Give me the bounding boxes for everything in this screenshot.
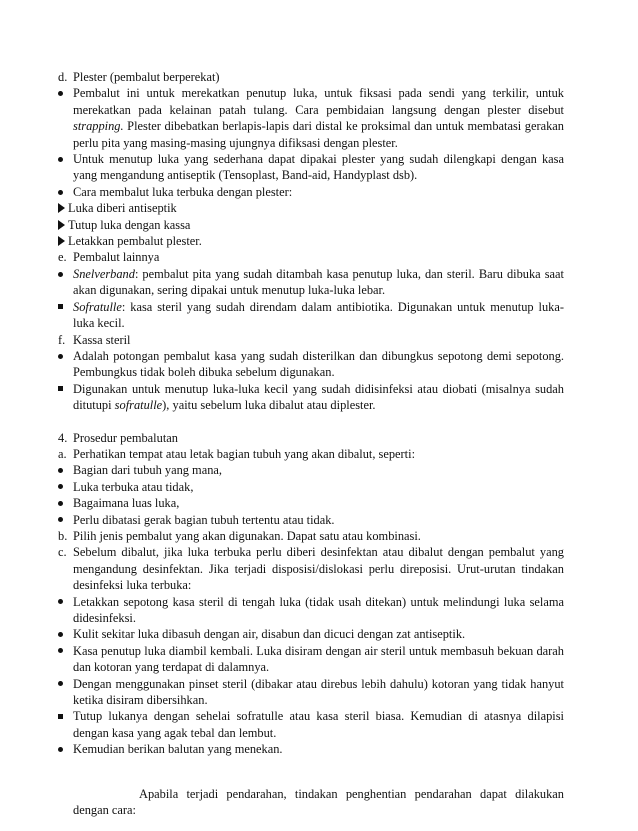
arrow-bullet-icon [58, 236, 65, 246]
spacer [58, 758, 564, 774]
list-item: Bagaimana luas luka, [58, 495, 564, 511]
section-4-title: Prosedur pembalutan [73, 430, 178, 445]
document-page [58, 69, 564, 831]
bullet-dot-icon [58, 462, 63, 478]
closing-paragraph: Apabila terjadi pendarahan, tindakan penghentian pendarahan dapat dilakukan dengan cara: [73, 787, 564, 818]
list-item: Perlu dibatasi gerak bagian tubuh tertentu atau tidak. [58, 512, 564, 528]
list-item: Bagian dari tubuh yang mana, [58, 462, 564, 478]
section-4c: c. Sebelum dibalut, jika luka terbuka perlu diberi desinfektan atau dibalut dengan pembalut yang mengandung desinfektan. Jika terjadi disposisi/dislokasi perlu direposisi. Urut-urutan tindakan desinfeksi luka terbuka: [58, 545, 564, 593]
bullet-dot-icon [58, 512, 63, 528]
bullet-dot-icon [58, 266, 63, 282]
bullet-dot-icon [58, 184, 63, 200]
section-d-bullet-1: Pembalut ini untuk merekatkan penutup luka, untuk fiksasi pada sendi yang terkilir, untuk merekatkan pada kelainan patah tulang. Cara pembidaian langsung dengan plester disebut strapping. Plester dibebatkan berlapis-lapis dari distal ke proksimal dan untuk membatasi gerakan perlu pita yang masing-masing ujungnya difiksasi dengan plester. [58, 85, 564, 151]
list-item: Kasa penutup luka diambil kembali. Luka disiram dengan air steril untuk membasuh bekuan darah dan kotoran yang terdapat di dalamnya. [58, 643, 564, 676]
list-item: Luka terbuka atau tidak, [58, 479, 564, 495]
bullet-square-icon [58, 708, 63, 724]
section-d-bullet-3: Cara membalut luka terbuka dengan plester: [58, 184, 564, 200]
bullet-dot-icon [58, 676, 63, 692]
bullet-dot-icon [58, 479, 63, 495]
section-f-label: f. [58, 332, 66, 347]
list-item: Kulit sekitar luka dibasuh dengan air, disabun dan dicuci dengan zat antiseptik. [58, 626, 564, 642]
bullet-square-icon [58, 381, 63, 397]
section-d-bullet-2: Untuk menutup luka yang sederhana dapat dipakai plester yang sudah dilengkapi dengan kasa yang mengandung antiseptik (Tensoplast, Band-aid, Handyplast dsb). [58, 151, 564, 184]
list-item: Dengan menggunakan pinset steril (dibakar atau direbus lebih dahulu) kotoran yang tidak hanyut ketika disiram dibersihkan. [58, 676, 564, 709]
section-e-bullet-1: Snelverband: pembalut pita yang sudah ditambah kasa penutup luka, dan steril. Baru dibuka saat akan digunakan, sering dipakai untuk menutup luka-luka lebar. [58, 266, 564, 299]
list-item: Kemudian berikan balutan yang menekan. [58, 741, 564, 757]
bullet-dot-icon [58, 643, 63, 659]
section-4-heading [58, 430, 564, 446]
bullet-dot-icon [58, 348, 63, 364]
section-4-label: 4. [58, 430, 68, 445]
step-item: Letakkan pembalut plester. [58, 233, 564, 249]
section-f-title: Kassa steril [73, 332, 131, 347]
section-f-bullet-1: Adalah potongan pembalut kasa yang sudah disterilkan dan dibungkus sepotong demi sepotong. Pembungkus tidak boleh dibuka sebelum digunakan. [58, 348, 564, 381]
section-e-heading [58, 249, 564, 265]
section-e-bullet-2: Sofratulle: kasa steril yang sudah direndam dalam antibiotika. Digunakan untuk menutup luka-luka kecil. [58, 299, 564, 332]
section-d-title: Plester (pembalut berperekat) [73, 70, 220, 84]
section-f-bullet-2: Digunakan untuk menutup luka-luka kecil yang sudah didisinfeksi atau diobati (misalnya sudah ditutupi sofratulle), yaitu sebelum luka dibalut atau diplester. [58, 381, 564, 414]
section-4b: b. Pilih jenis pembalut yang akan digunakan. Dapat satu atau kombinasi. [58, 528, 421, 543]
bullet-square-icon [58, 299, 63, 315]
step-item: Tutup luka dengan kassa [58, 217, 564, 233]
list-item: Letakkan sepotong kasa steril di tengah luka (tidak usah ditekan) untuk melindungi luka selama didesinfeksi. [58, 594, 564, 627]
spacer [58, 414, 564, 430]
section-4a: a. Perhatikan tempat atau letak bagian tubuh yang akan dibalut, seperti: [58, 446, 416, 461]
bullet-dot-icon [58, 594, 63, 610]
section-e-label: e. [58, 250, 67, 265]
section-d-heading [58, 69, 564, 85]
bullet-dot-icon [58, 495, 63, 511]
bullet-dot-icon [58, 741, 63, 757]
step-item: Luka diberi antiseptik [58, 200, 564, 216]
bullet-dot-icon [58, 85, 63, 101]
arrow-bullet-icon [58, 220, 65, 230]
section-d-label: d. [58, 70, 68, 84]
arrow-bullet-icon [58, 203, 65, 213]
list-item: Tutup lukanya dengan sehelai sofratulle atau kasa steril biasa. Kemudian di atasnya dilapisi dengan kasa yang agak tebal dan lembut. [58, 708, 564, 741]
section-f-heading [58, 332, 564, 348]
bullet-dot-icon [58, 626, 63, 642]
bullet-dot-icon [58, 151, 63, 167]
section-e-title: Pembalut lainnya [73, 250, 160, 265]
